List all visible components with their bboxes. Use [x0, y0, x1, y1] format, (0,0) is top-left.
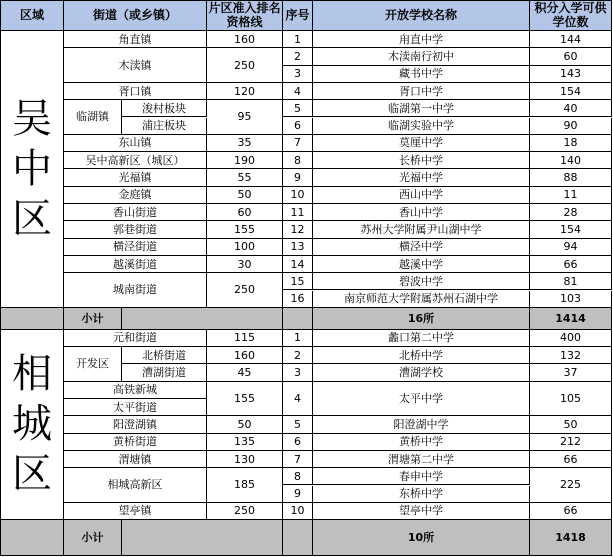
school-cell: 望亭中学	[313, 503, 530, 520]
seq-cell: 6	[283, 118, 313, 135]
seq-cell: 7	[283, 135, 313, 152]
sub-street-cell: 浚村板块	[122, 100, 207, 117]
seq-cell: 10	[283, 503, 313, 520]
subtotal-schools: 10所	[313, 520, 530, 556]
subtotal-label: 小计	[64, 308, 122, 330]
seq-cell: 3	[283, 364, 313, 381]
capacity-cell: 81	[530, 273, 612, 290]
threshold-cell: 115	[207, 330, 283, 347]
district-char: 区	[12, 195, 52, 242]
subtotal-blank	[122, 520, 283, 556]
school-cell: 碧波中学	[313, 273, 530, 290]
threshold-cell: 155	[207, 382, 283, 417]
street-cell: 黄桥街道	[64, 434, 207, 451]
street-cell: 东山镇	[64, 135, 207, 152]
street-cell: 太平街道	[64, 399, 207, 416]
capacity-cell: 103	[530, 291, 612, 308]
school-cell: 西山中学	[313, 187, 530, 204]
school-cell: 东桥中学	[313, 486, 530, 503]
street-cell: 木渎镇	[64, 48, 207, 83]
street-cell: 金庭镇	[64, 187, 207, 204]
capacity-cell: 143	[530, 66, 612, 83]
school-cell: 临湖第一中学	[313, 100, 530, 117]
capacity-cell: 154	[530, 83, 612, 100]
school-cell: 藏书中学	[313, 66, 530, 83]
seq-cell: 8	[283, 468, 313, 485]
street-cell: 元和街道	[64, 330, 207, 347]
street-cell: 临湖镇	[64, 100, 122, 135]
district-xiangcheng	[0, 330, 64, 520]
header-district: 区域	[0, 0, 64, 31]
school-cell: 漕湖学校	[313, 364, 530, 381]
school-cell: 阳澄湖中学	[313, 416, 530, 433]
threshold-cell: 160	[207, 31, 283, 48]
threshold-cell: 250	[207, 48, 283, 83]
threshold-cell: 130	[207, 451, 283, 468]
subtotal-label: 小计	[64, 520, 122, 556]
seq-cell: 6	[283, 434, 313, 451]
seq-cell: 11	[283, 204, 313, 221]
street-cell: 北桥街道	[122, 347, 207, 364]
capacity-cell: 88	[530, 169, 612, 186]
capacity-cell: 225	[530, 468, 612, 503]
capacity-cell: 140	[530, 152, 612, 169]
district-wuzhong	[0, 31, 64, 308]
capacity-cell: 66	[530, 256, 612, 273]
capacity-cell: 11	[530, 187, 612, 204]
capacity-cell: 132	[530, 347, 612, 364]
seq-cell: 8	[283, 152, 313, 169]
capacity-cell: 18	[530, 135, 612, 152]
seq-cell: 14	[283, 256, 313, 273]
seq-cell: 13	[283, 239, 313, 256]
street-cell: 高铁新城	[64, 382, 207, 399]
school-cell: 太平中学	[313, 382, 530, 417]
seq-cell: 2	[283, 347, 313, 364]
school-cell: 越溪中学	[313, 256, 530, 273]
street-cell: 吴中高新区（城区）	[64, 152, 207, 169]
school-cell: 临湖实验中学	[313, 118, 530, 135]
school-cell: 莫厘中学	[313, 135, 530, 152]
street-cell: 光福镇	[64, 169, 207, 186]
street-cell: 角直镇	[64, 31, 207, 48]
seq-cell: 10	[283, 187, 313, 204]
threshold-cell: 95	[207, 100, 283, 135]
school-cell: 南京师范大学附属苏州石湖中学	[313, 291, 530, 308]
capacity-cell: 66	[530, 451, 612, 468]
school-cell: 北桥中学	[313, 347, 530, 364]
capacity-cell: 28	[530, 204, 612, 221]
school-cell: 长桥中学	[313, 152, 530, 169]
header-street: 街道（或乡镇）	[64, 0, 207, 31]
capacity-cell: 144	[530, 31, 612, 48]
threshold-cell: 160	[207, 347, 283, 364]
school-cell: 香山中学	[313, 204, 530, 221]
seq-cell: 5	[283, 416, 313, 433]
header-school: 开放学校名称	[313, 0, 530, 31]
street-cell: 阳澄湖镇	[64, 416, 207, 433]
school-cell: 光福中学	[313, 169, 530, 186]
header-threshold: 片区准入排名资格线	[207, 0, 283, 31]
street-cell: 望亭镇	[64, 503, 207, 520]
seq-cell: 1	[283, 330, 313, 347]
seq-cell: 5	[283, 100, 313, 117]
header-seq: 序号	[283, 0, 313, 31]
school-cell: 甪直中学	[313, 31, 530, 48]
capacity-cell: 154	[530, 221, 612, 238]
school-cell: 黄桥中学	[313, 434, 530, 451]
subtotal-schools: 16所	[313, 308, 530, 330]
school-cell: 木渎南行初中	[313, 48, 530, 65]
seq-cell: 9	[283, 169, 313, 186]
street-cell: 香山街道	[64, 204, 207, 221]
school-cell: 春申中学	[313, 468, 530, 485]
capacity-cell: 40	[530, 100, 612, 117]
threshold-cell: 45	[207, 364, 283, 381]
street-cell: 横泾街道	[64, 239, 207, 256]
threshold-cell: 35	[207, 135, 283, 152]
school-cell: 蠡口第二中学	[313, 330, 530, 347]
school-cell: 胥口中学	[313, 83, 530, 100]
capacity-cell: 105	[530, 382, 612, 417]
seq-cell: 1	[283, 31, 313, 48]
seq-cell: 3	[283, 66, 313, 83]
threshold-cell: 185	[207, 468, 283, 503]
dev-zone-label: 开发区	[64, 347, 122, 382]
threshold-cell: 100	[207, 239, 283, 256]
district-char: 区	[12, 451, 52, 498]
seq-cell: 4	[283, 382, 313, 417]
subtotal-capacity: 1418	[530, 520, 612, 556]
street-cell: 渭塘镇	[64, 451, 207, 468]
seq-cell: 7	[283, 451, 313, 468]
school-cell: 苏州大学附属尹山湖中学	[313, 221, 530, 238]
subtotal-district-spacer	[0, 520, 64, 556]
street-cell: 胥口镇	[64, 83, 207, 100]
header-capacity: 积分入学可供学位数	[530, 0, 612, 31]
threshold-cell: 155	[207, 221, 283, 238]
school-cell: 横泾中学	[313, 239, 530, 256]
seq-cell: 12	[283, 221, 313, 238]
school-cell: 渭塘第二中学	[313, 451, 530, 468]
capacity-cell: 50	[530, 416, 612, 433]
threshold-cell: 50	[207, 187, 283, 204]
threshold-cell: 135	[207, 434, 283, 451]
seq-cell: 2	[283, 48, 313, 65]
capacity-cell: 400	[530, 330, 612, 347]
street-cell: 越溪街道	[64, 256, 207, 273]
capacity-cell: 37	[530, 364, 612, 381]
seq-cell: 15	[283, 273, 313, 290]
threshold-cell: 250	[207, 273, 283, 308]
capacity-cell: 90	[530, 118, 612, 135]
threshold-cell: 250	[207, 503, 283, 520]
district-char: 相	[12, 351, 52, 398]
threshold-cell: 30	[207, 256, 283, 273]
threshold-cell: 120	[207, 83, 283, 100]
threshold-cell: 55	[207, 169, 283, 186]
capacity-cell: 60	[530, 48, 612, 65]
seq-cell: 9	[283, 486, 313, 503]
threshold-cell: 50	[207, 416, 283, 433]
capacity-cell: 66	[530, 503, 612, 520]
seq-cell: 4	[283, 83, 313, 100]
seq-cell: 16	[283, 291, 313, 308]
district-char: 城	[12, 401, 52, 448]
threshold-cell: 60	[207, 204, 283, 221]
street-cell: 郭巷街道	[64, 221, 207, 238]
subtotal-blank	[122, 308, 283, 330]
subtotal-capacity: 1414	[530, 308, 612, 330]
sub-street-cell: 浦庄板块	[122, 118, 207, 135]
street-cell: 漕湖街道	[122, 364, 207, 381]
street-cell: 城南街道	[64, 273, 207, 308]
threshold-cell: 190	[207, 152, 283, 169]
capacity-cell: 94	[530, 239, 612, 256]
subtotal-district-spacer	[0, 308, 64, 330]
subtotal-blank	[283, 308, 313, 330]
street-cell: 相城高新区	[64, 468, 207, 503]
capacity-cell: 212	[530, 434, 612, 451]
district-char: 吴	[12, 95, 52, 142]
subtotal-blank	[283, 520, 313, 556]
district-char: 中	[12, 145, 52, 192]
